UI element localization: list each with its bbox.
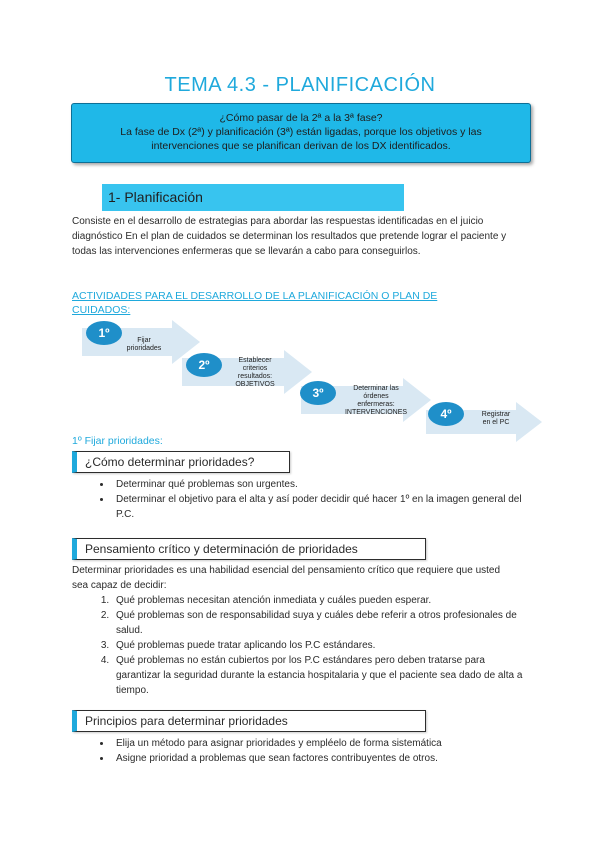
list-item: 3. Qué problemas puede tratar aplicando los P.C estándares. [112,638,532,653]
list-item: 4. Qué problemas no están cubiertos por los P.C estándares pero deben tratarse para garantizar la seguridad durante la estancia hospitalaria y que el paciente sea dado de alta a tiempo. [112,653,532,698]
pensamiento-list [94,593,532,698]
activities-link[interactable]: ACTIVIDADES PARA EL DESARROLLO DE LA PLANIFICACIÓN O PLAN DE CUIDADOS: [72,290,438,316]
list-item: 1. Qué problemas necesitan atención inmediata y cuáles pueden esperar. [112,593,532,608]
list-item: • Elija un método para asignar prioridades y empléelo de forma sistemática [112,736,542,751]
step-2-label: Establecer criterios resultados: OBJETIVOS [235,357,275,388]
list-item: 2. Qué problemas son de responsabilidad suya y cuáles debe referir a otros profesionales de salud. [112,608,532,638]
step-3-label: Determinar las órdenes enfermeras: INTERVENCIONES [344,385,408,416]
principios-box: Principios para determinar prioridades [72,710,426,732]
step-2-number: 2º [186,353,222,377]
planificacion-paragraph: Consiste en el desarrollo de estrategias para abordar las respuestas identificadas en el juicio diagnóstico En el plan de cuidados se determinan los resultados que pretende lograr el paciente y todas las intervenciones enfermeras que se llevarán a cabo para conseguirlos. [72,216,507,257]
pensamiento-critico-box: Pensamiento crítico y determinación de prioridades [72,538,426,560]
callout-line-2: intervenciones que se planifican derivan de los DX identificados. [151,140,451,152]
step-1-number: 1º [86,321,122,345]
step-3-number: 3º [300,381,336,405]
fijar-prioridades-heading: 1º Fijar prioridades: [72,435,163,447]
step-4-number: 4º [428,402,464,426]
pensamiento-intro: Determinar prioridades es una habilidad esencial del pensamiento crítico que requiere que usted sea capaz de decidir: [72,565,501,591]
como-list [94,477,542,522]
callout-line-1: La fase de Dx (2ª) y planificación (3ª) están ligadas, porque los objetivos y las [120,126,482,138]
principios-list [94,736,542,766]
como-determinar-box: ¿Cómo determinar prioridades? [72,451,290,473]
callout-question: ¿Cómo pasar de la 2ª a la 3ª fase? [219,112,383,124]
step-4-label: Registrar en el PC [481,411,511,426]
page-title: TEMA 4.3 - PLANIFICACIÓN [164,74,436,96]
list-item: • Asigne prioridad a problemas que sean factores contribuyentes de otros. [112,751,542,766]
step-1-label: Fijar prioridades [126,337,162,352]
phase-callout [71,103,531,163]
list-item: • Determinar el objetivo para el alta y así poder decidir qué hacer 1º en la imagen general del P.C. [112,492,542,522]
list-item: • Determinar qué problemas son urgentes. [112,477,542,492]
section-heading-planificacion: 1- Planificación [102,184,404,211]
